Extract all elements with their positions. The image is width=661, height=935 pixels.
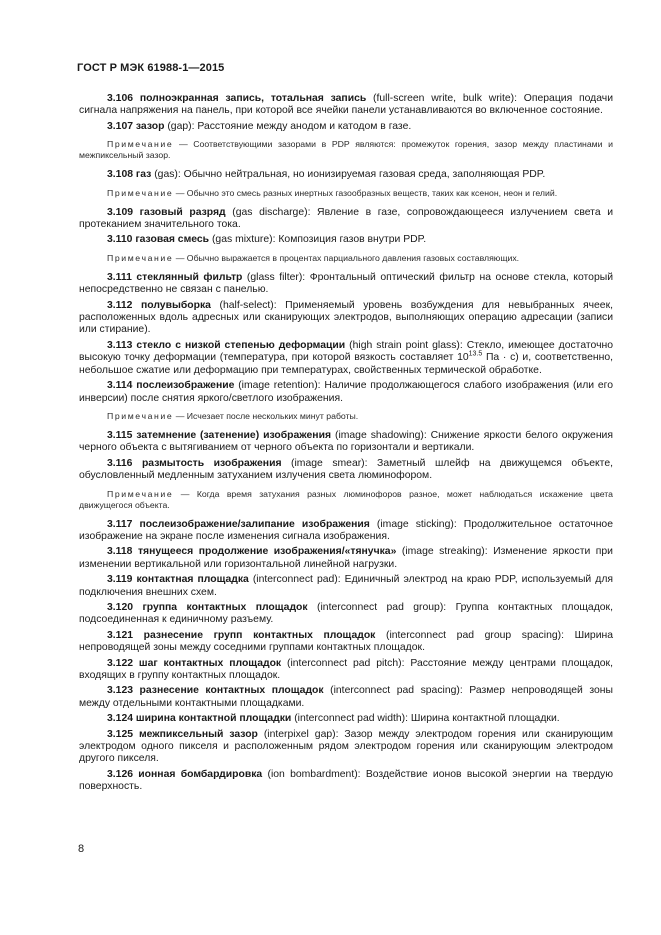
- entry-number: 3.117: [107, 518, 133, 530]
- definition-term: [107, 272, 242, 283]
- definition-text: (high strain point glass): Стекло, имеющее достаточно высокую точку деформации (температура, при которой вязкость составляет 10: [79, 339, 613, 364]
- definition-text: (image smear): Заметный шлейф на движущемся объекте, обусловленный медленным затуханием излучения света люминофором.: [79, 457, 613, 482]
- definition-term: [107, 658, 281, 669]
- entry-number: 3.123: [107, 685, 134, 697]
- entry-number: 3.121: [107, 629, 134, 641]
- entry-number: 3.107: [107, 120, 134, 132]
- note-text: — Обычно выражается в процентах парциального давления газовых составляющих.: [173, 252, 520, 263]
- definition-text: (full-screen write, bulk write): Операция подачи сигнала напряжения на панель, при которой все ячейки панели устанавливаются во включенное состояние.: [79, 93, 613, 117]
- definition-entry: [79, 602, 613, 627]
- entry-number: 3.108: [107, 169, 134, 181]
- definition-entry: [79, 769, 613, 794]
- definition-term: [107, 458, 282, 469]
- definition-term: [107, 169, 151, 180]
- definition-term: [107, 519, 370, 530]
- entry-number: 3.111: [107, 271, 132, 283]
- definition-term: [107, 234, 209, 245]
- definition-text: (gas): Обычно нейтральная, но ионизируемая газовая среда, заполняющая PDP.: [151, 169, 546, 181]
- definition-term: [107, 769, 262, 780]
- definition-text: (image sticking): Продолжительное остаточное изображение на экране после изменения сигнала изображения.: [79, 518, 613, 542]
- definition-term: [107, 430, 331, 441]
- note-text: — Исчезает после нескольких минут работы.: [173, 410, 359, 421]
- entry-number: 3.106: [107, 93, 134, 104]
- definition-entry: [79, 93, 613, 118]
- definition-entry: [79, 658, 613, 683]
- definition-entry: [79, 380, 613, 405]
- note-label: Примечание: [107, 488, 174, 499]
- term-text: межпиксельный зазор: [138, 728, 258, 740]
- definition-entry: [79, 430, 613, 455]
- term-text: газ: [135, 169, 152, 181]
- definition-entry: [79, 207, 613, 232]
- term-text: стекло с низкой степенью деформации: [136, 339, 346, 351]
- definition-entry: [79, 729, 613, 766]
- definition-text: (gas mixture): Композиция газов внутри PDP.: [209, 234, 427, 246]
- definition-text: (gas discharge): Явление в газе, сопровождающееся излучением света и протеканием значительного тока.: [79, 206, 614, 231]
- definition-entry: [79, 458, 613, 483]
- term-text: газовый разряд: [139, 206, 226, 218]
- term-text: зазор: [135, 120, 165, 132]
- definition-term: [107, 207, 226, 218]
- term-text: размытость изображения: [141, 457, 282, 469]
- definition-term: [107, 121, 164, 132]
- definition-text: (glass filter): Фронтальный оптический фильтр на основе стекла, который непосредственно не связан с панелью.: [79, 271, 613, 296]
- note-label: Примечание: [107, 139, 174, 150]
- definition-text: (interconnect pad spacing): Размер непроводящей зоны между отдельными контактными площадками.: [79, 685, 613, 709]
- definition-entry: [79, 300, 613, 337]
- term-text: газовая смесь: [135, 234, 210, 246]
- definition-text: (image shadowing): Снижение яркости белого окружения черного объекта с вытягиванием от черного объекта по горизонтали и вертикали.: [79, 429, 613, 454]
- definition-text: (interpixel gap): Зазор между электродом горения или сканирующим электродом одного пикселя и расположенным рядом электродом горения или сканирующим электродом другого пикселя.: [79, 728, 613, 765]
- term-text: разнесение групп контактных площадок: [143, 629, 376, 641]
- entry-number: 3.116: [107, 457, 133, 469]
- definition-text: (interconnect pad group spacing): Ширина непроводящей зоны между соседними группами контактных площадок.: [79, 629, 614, 654]
- definition-term: [107, 546, 396, 557]
- entry-number: 3.124: [107, 713, 134, 725]
- entry-number: 3.113: [107, 339, 133, 351]
- term-text: ионная бомбардировка: [138, 768, 263, 780]
- note-paragraph: [79, 253, 613, 264]
- entry-number: 3.115: [107, 429, 133, 441]
- entry-number: 3.125: [107, 728, 134, 740]
- superscript-exponent: 13.5: [468, 350, 483, 358]
- note-paragraph: [79, 139, 613, 161]
- definition-entry: [79, 340, 613, 377]
- definition-entry: [79, 574, 613, 599]
- definition-text: (interconnect pad): Единичный электрод на краю PDP, используемый для подключения внешних схем.: [79, 574, 614, 598]
- term-text: ширина контактной площадки: [135, 713, 292, 725]
- entry-number: 3.122: [107, 657, 134, 669]
- entry-number: 3.126: [107, 768, 134, 780]
- definition-term: [107, 93, 366, 104]
- definition-entry: [79, 272, 613, 297]
- term-text: контактная площадка: [136, 574, 249, 586]
- definition-entry: [79, 234, 613, 246]
- definition-text: (half-select): Применяемый уровень возбуждения для невыбранных ячеек, расположенных вдоль адресных или сканирующих электродов, выполняющих операцию адресации (записи или стирание).: [79, 299, 613, 336]
- definition-term: [107, 574, 249, 585]
- definition-entry: [79, 121, 613, 133]
- term-text: полноэкранная запись, тотальная запись: [139, 93, 367, 104]
- note-paragraph: [79, 411, 613, 422]
- entry-number: 3.110: [107, 234, 133, 246]
- note-text: — Соответствующими зазорами в PDP являются: промежуток горения, зазор между пластинами и межпиксельный зазор.: [79, 139, 613, 161]
- term-text: полувыборка: [140, 299, 211, 311]
- entry-number: 3.119: [107, 574, 133, 586]
- note-paragraph: [79, 489, 613, 511]
- term-text: тянущееся продолжение изображения/«тянучка»: [137, 546, 397, 558]
- definition-text: (interconnect pad group): Группа контактных площадок, подсоединенная к единичному разъему.: [79, 601, 613, 626]
- definition-text: (interconnect pad width): Ширина контактной площадки.: [291, 713, 560, 725]
- note-text: — Когда время затухания разных люминофоров разное, может наблюдаться искажение цвета движущегося объекта.: [79, 488, 613, 510]
- definition-text: (interconnect pad pitch): Расстояние между центрами площадок, входящих в группу контактных площадок.: [79, 657, 613, 681]
- term-text: послеизображение/залипание изображения: [139, 518, 370, 530]
- definition-entry: [79, 546, 613, 571]
- entry-number: 3.120: [107, 601, 134, 613]
- definition-text-continued: Па · с) и, соответственно, небольшое сжатие или деформацию при температурах, свойственных термической обработке.: [79, 352, 613, 376]
- note-text: — Обычно это смесь разных инертных газообразных веществ, таких как ксенон, неон и гелий.: [173, 187, 558, 198]
- note-label: Примечание: [107, 252, 174, 263]
- page-header: ГОСТ Р МЭК 61988-1—2015: [77, 62, 225, 74]
- definition-text: (image retention): Наличие продолжающегося слабого изображения (или его инверсии) после снятия яркого/светлого изображения.: [79, 380, 614, 404]
- definition-term: [107, 300, 211, 311]
- definition-term: [107, 685, 324, 696]
- note-paragraph: [79, 188, 613, 199]
- term-text: разнесение контактных площадок: [139, 685, 324, 697]
- definition-entry: [79, 169, 613, 181]
- term-text: затемнение (затенение) изображения: [136, 429, 332, 441]
- definition-term: [107, 729, 258, 740]
- definition-text: (gap): Расстояние между анодом и катодом в газе.: [164, 120, 412, 132]
- entry-number: 3.112: [107, 299, 133, 311]
- document-body: [79, 93, 613, 797]
- definition-entry: [79, 519, 613, 544]
- definition-entry: [79, 630, 613, 655]
- term-text: стеклянный фильтр: [136, 271, 243, 283]
- definition-entry: [79, 685, 613, 710]
- definition-text: (ion bombardment): Воздействие ионов высокой энергии на твердую поверхность.: [79, 768, 614, 793]
- definition-term: [107, 713, 291, 724]
- entry-number: 3.109: [107, 206, 134, 218]
- note-label: Примечание: [107, 410, 174, 421]
- definition-entry: [79, 713, 613, 725]
- entry-number: 3.114: [107, 380, 133, 392]
- definition-term: [107, 340, 345, 351]
- entry-number: 3.118: [107, 546, 133, 558]
- term-text: группа контактных площадок: [142, 601, 308, 613]
- definition-term: [107, 630, 375, 641]
- definition-text: (image streaking): Изменение яркости при изменении вертикальной или горизонтальной линейной нагрузки.: [79, 546, 613, 570]
- note-label: Примечание: [107, 187, 174, 198]
- definition-term: [107, 602, 308, 613]
- page-number: 8: [78, 843, 85, 855]
- term-text: послеизображение: [136, 380, 235, 392]
- term-text: шаг контактных площадок: [138, 657, 282, 669]
- definition-term: [107, 380, 234, 391]
